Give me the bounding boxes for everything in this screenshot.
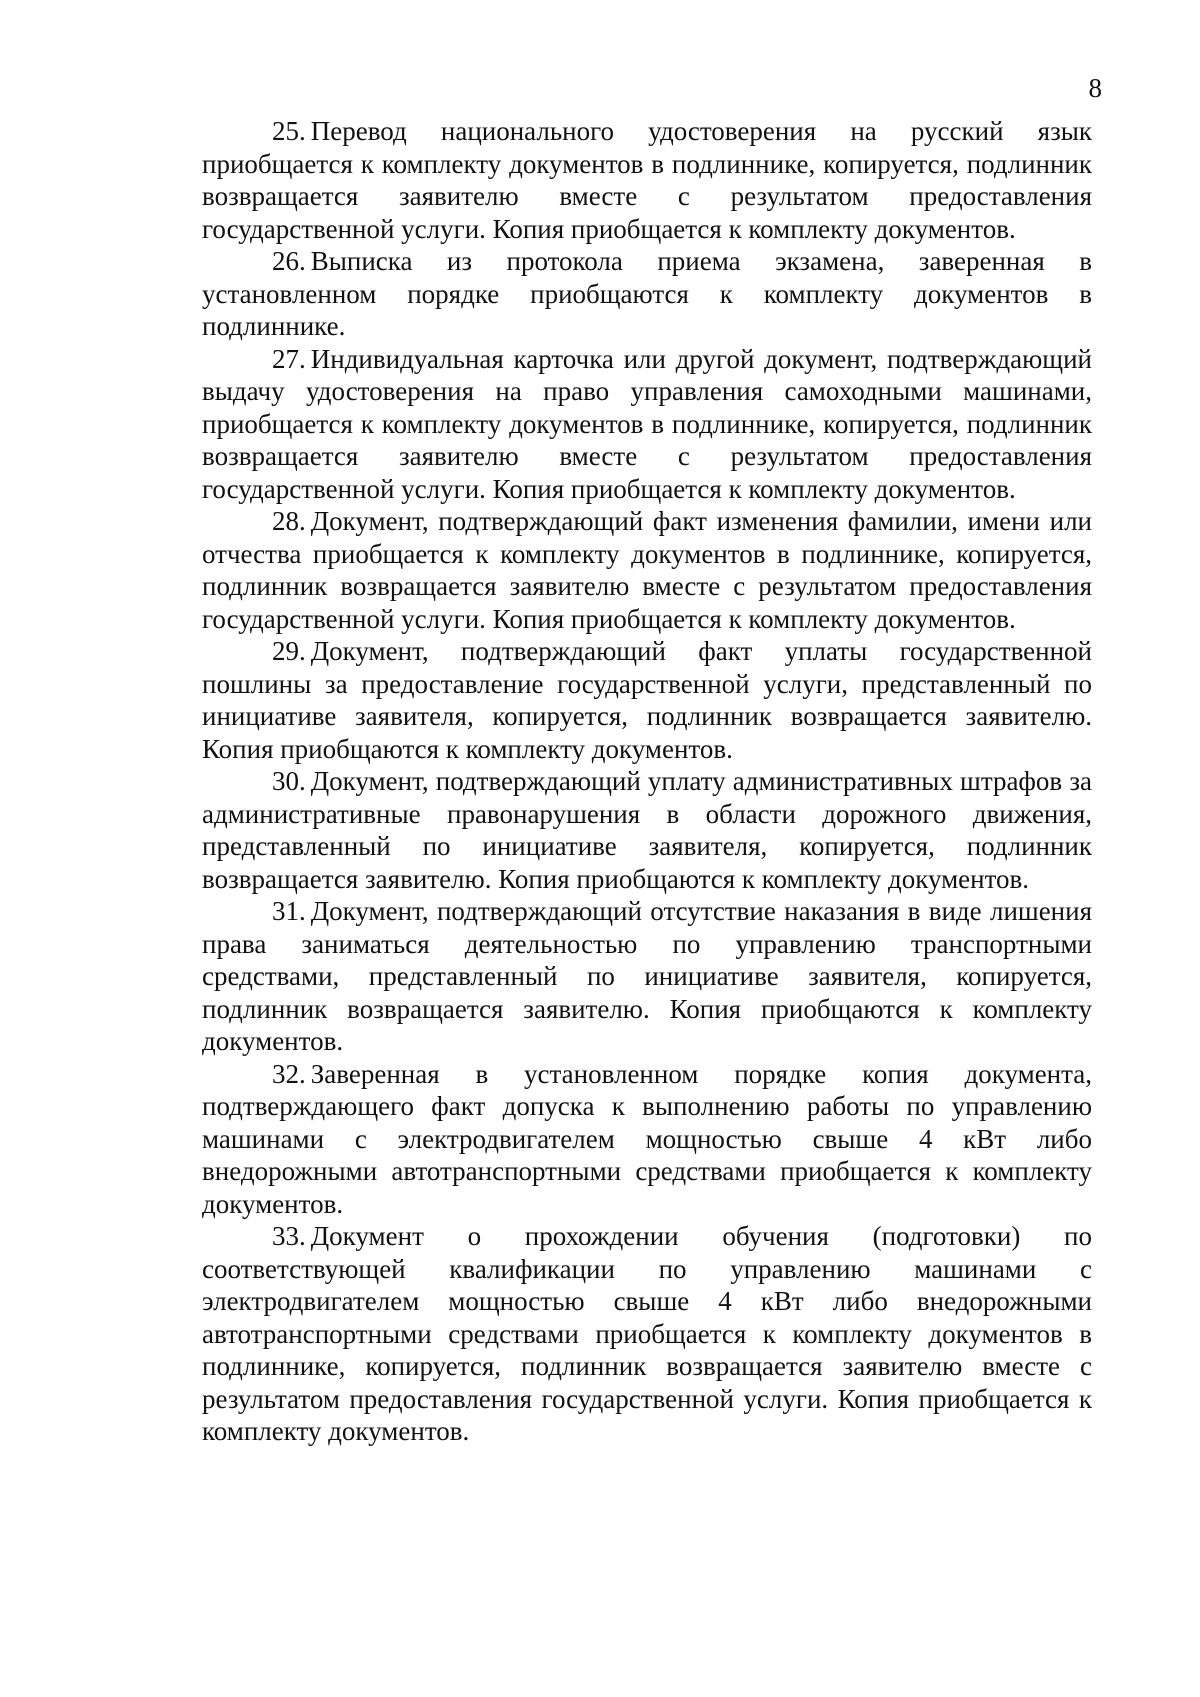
paragraph-text: Документ, подтверждающий факт уплаты государственной пошлины за предоставление государственной услуги, представленный по инициативе заявителя, копируется, подлинник возвращается заявителю. Копия приобщаются к комплекту документов. bbox=[202, 636, 1092, 764]
paragraph-text: Выписка из протокола приема экзамена, заверенная в установленном порядке приобщаются к комплекту документов в подлиннике. bbox=[202, 246, 1092, 341]
paragraph-32 bbox=[202, 1058, 1092, 1221]
paragraph-number: 26. bbox=[272, 246, 306, 276]
page-number: 8 bbox=[1088, 73, 1102, 103]
paragraph-text: Заверенная в установленном порядке копия документа, подтверждающего факт допуска к выполнению работы по управлению машинами с электродвигателем мощностью свыше 4 кВт либо внедорожными автотранспортными средствами приобщается к комплекту документов. bbox=[202, 1058, 1092, 1219]
paragraph-27 bbox=[202, 343, 1092, 506]
document-body bbox=[202, 115, 1092, 1448]
paragraph-text: Документ, подтверждающий уплату административных штрафов за административные правонарушения в области дорожного движения, представленный по инициативе заявителя, копируется, подлинник возвращается заявителю. Копия приобщаются к комплекту документов. bbox=[202, 766, 1092, 894]
paragraph-text: Индивидуальная карточка или другой документ, подтверждающий выдачу удостоверения на право управления самоходными машинами, приобщается к комплекту документов в подлиннике, копируется, подлинник возвращается заявителю вместе с результатом предоставления государственной услуги. Копия приобщается к комплекту документов. bbox=[202, 343, 1092, 504]
paragraph-number: 32. bbox=[272, 1058, 306, 1089]
paragraph-number: 30. bbox=[272, 766, 306, 796]
paragraph-28 bbox=[202, 505, 1092, 635]
paragraph-text: Документ о прохождении обучения (подготовки) по соответствующей квалификации по управлению машинами с электродвигателем мощностью свыше 4 кВт либо внедорожными автотранспортными средствами приобщается к комплекту документов в подлиннике, копируется, подлинник возвращается заявителю вместе с результатом предоставления государственной услуги. Копия приобщается к комплекту документов. bbox=[202, 1221, 1092, 1446]
paragraph-29 bbox=[202, 635, 1092, 765]
paragraph-33 bbox=[202, 1220, 1092, 1448]
paragraph-number: 27. bbox=[272, 343, 306, 374]
paragraph-number: 29. bbox=[272, 636, 306, 666]
paragraph-30 bbox=[202, 765, 1092, 895]
paragraph-number: 28. bbox=[272, 506, 306, 536]
paragraph-text: Документ, подтверждающий отсутствие наказания в виде лишения права заниматься деятельностью по управлению транспортными средствами, представленный по инициативе заявителя, копируется, подлинник возвращается заявителю. Копия приобщаются к комплекту документов. bbox=[202, 896, 1092, 1056]
paragraph-26 bbox=[202, 245, 1092, 343]
paragraph-text: Документ, подтверждающий факт изменения фамилии, имени или отчества приобщается к комплекту документов в подлиннике, копируется, подлинник возвращается заявителю вместе с результатом предоставления государственной услуги. Копия приобщается к комплекту документов. bbox=[202, 506, 1092, 634]
paragraph-number: 33. bbox=[272, 1221, 306, 1251]
paragraph-25 bbox=[202, 115, 1092, 245]
paragraph-text: Перевод национального удостоверения на русский язык приобщается к комплекту документов в подлиннике, копируется, подлинник возвращается заявителю вместе с результатом предоставления государственной услуги. Копия приобщается к комплекту документов. bbox=[202, 116, 1092, 244]
paragraph-31 bbox=[202, 895, 1092, 1058]
paragraph-number: 25. bbox=[272, 116, 306, 146]
paragraph-number: 31. bbox=[272, 896, 306, 926]
